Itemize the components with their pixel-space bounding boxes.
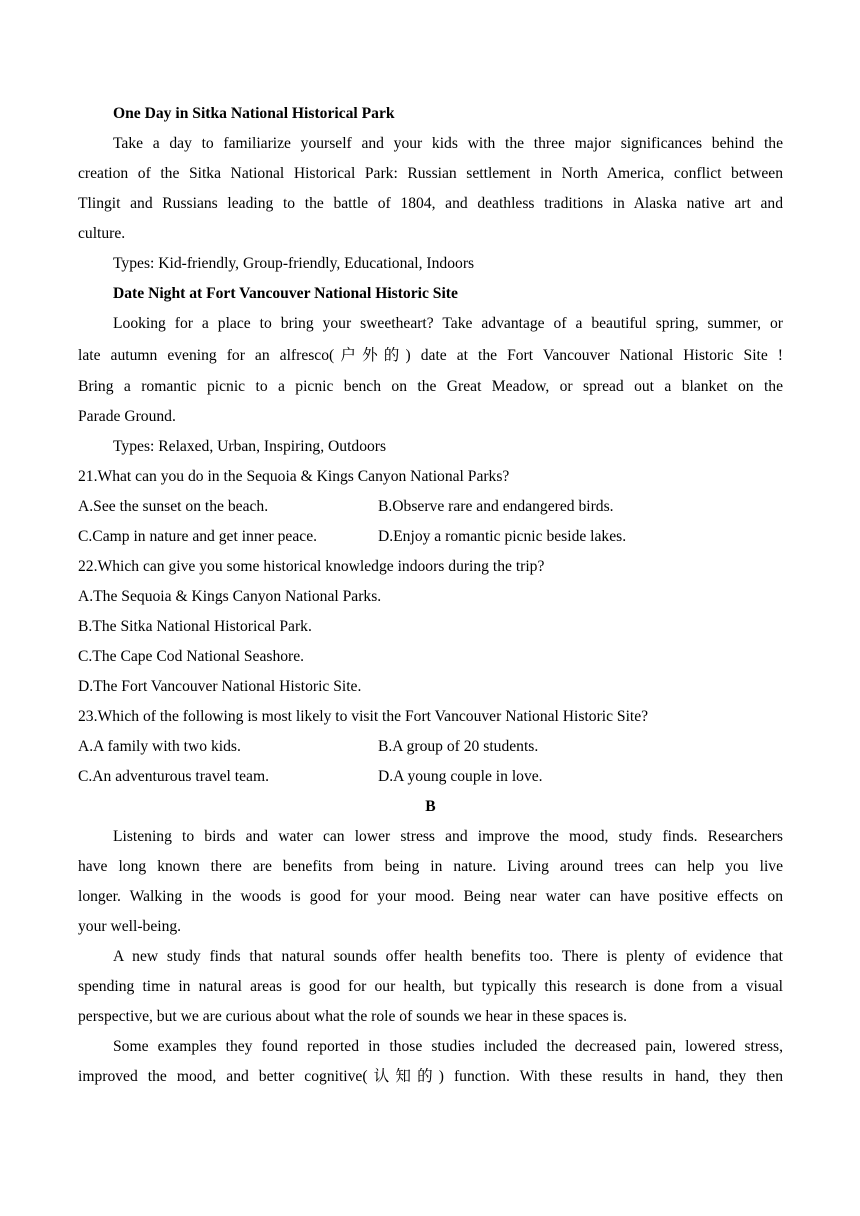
option-23-c: C.An adventurous travel team. [78,768,269,785]
paragraph-line: late autumn evening for an alfresco(户外的) date at the Fort Vancouver National Historic Site ! [78,347,783,364]
option-23-a: A.A family with two kids. [78,738,241,755]
question-stem-22: 22.Which can give you some historical knowledge indoors during the trip? [78,558,545,575]
paragraph-line: improved the mood, and better cognitive(认知的) function. With these results in hand, they then [78,1068,783,1085]
option-23-d: D.A young couple in love. [378,768,543,785]
paragraph-line: perspective, but we are curious about what the role of sounds we hear in these spaces is. [78,1008,628,1025]
types-line-sitka: Types: Kid-friendly, Group-friendly, Educational, Indoors [113,255,475,272]
option-22-c: C.The Cape Cod National Seashore. [78,648,305,665]
question-stem-21: 21.What can you do in the Sequoia & Kings Canyon National Parks? [78,468,510,485]
question-stem-23: 23.Which of the following is most likely to visit the Fort Vancouver National Historic Site? [78,708,649,725]
paragraph-line: Tlingit and Russians leading to the battle of 1804, and deathless traditions in Alaska native art and [78,195,783,212]
paragraph-line: culture. [78,225,126,242]
paragraph-line: creation of the Sitka National Historical Park: Russian settlement in North America, conflict between [78,165,783,182]
paragraph-line: your well-being. [78,918,182,935]
section-title-sitka: One Day in Sitka National Historical Park [113,105,395,122]
paragraph-line: Take a day to familiarize yourself and your kids with the three major significances behind the [113,135,783,152]
option-21-c: C.Camp in nature and get inner peace. [78,528,318,545]
options-row [78,762,783,792]
options-row [78,522,783,552]
option-22-b: B.The Sitka National Historical Park. [78,618,312,635]
option-21-d: D.Enjoy a romantic picnic beside lakes. [378,528,627,545]
paragraph-line: Some examples they found reported in those studies included the decreased pain, lowered stress, [113,1038,783,1055]
paragraph-line: longer. Walking in the woods is good for your mood. Being near water can have positive effects on [78,888,783,905]
paragraph-line: have long known there are benefits from being in nature. Living around trees can help you live [78,858,783,875]
option-21-a: A.See the sunset on the beach. [78,498,269,515]
page-content [78,99,783,1092]
paragraph-line: Listening to birds and water can lower stress and improve the mood, study finds. Researchers [113,828,783,845]
paragraph-line: Looking for a place to bring your sweetheart? Take advantage of a beautiful spring, summer, or [113,315,783,332]
types-line-fort-vancouver: Types: Relaxed, Urban, Inspiring, Outdoors [113,438,387,455]
option-23-b: B.A group of 20 students. [378,738,539,755]
passage-b-heading: B [425,798,436,815]
paragraph-line: Bring a romantic picnic to a picnic bench on the Great Meadow, or spread out a blanket on the [78,378,783,395]
paragraph-line: spending time in natural areas is good for our health, but typically this research is done from a visual [78,978,783,995]
option-21-b: B.Observe rare and endangered birds. [378,498,614,515]
paragraph-line: Parade Ground. [78,408,176,425]
section-title-fort-vancouver: Date Night at Fort Vancouver National Historic Site [113,285,458,302]
options-row [78,732,783,762]
option-22-d: D.The Fort Vancouver National Historic Site. [78,678,362,695]
option-22-a: A.The Sequoia & Kings Canyon National Parks. [78,588,382,605]
paragraph-line: A new study finds that natural sounds offer health benefits too. There is plenty of evidence that [113,948,783,965]
options-row [78,492,783,522]
